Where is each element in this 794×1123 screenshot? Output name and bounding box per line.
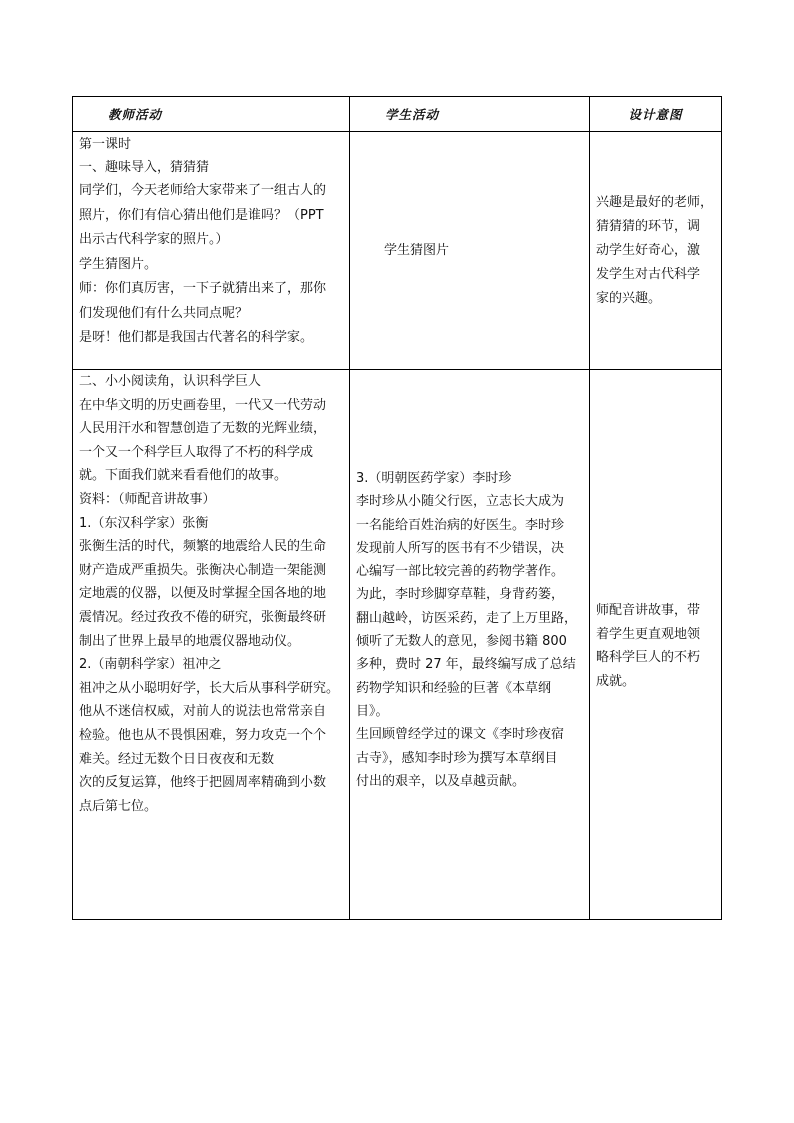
lesson-plan-table — [72, 96, 722, 920]
text-line: 点后第七位。 — [79, 798, 158, 814]
text-line: 翻山越岭，访医采药，走了上万里路， — [356, 610, 578, 626]
text-line: 们发现他们有什么共同点呢？ — [79, 305, 249, 321]
text-line: 目》。 — [356, 703, 389, 719]
text-line: 付出的艰辛，以及卓越贡献。 — [356, 773, 526, 789]
text-line: 3.（明朝医药学家）李时珍 — [356, 471, 512, 486]
row1-student-cell — [350, 132, 590, 370]
text-line: 2.（南朝科学家）祖冲之 — [79, 657, 222, 673]
table-row — [73, 132, 722, 370]
text-line: 生回顾曾经学过的课文《李时珍夜宿 — [356, 727, 565, 743]
header-student-activity: 学生活动 — [350, 97, 590, 132]
text-line: 发学生对古代科学 — [596, 266, 701, 282]
text-line: 祖冲之从小聪明好学，长大后从事科学研究。 — [79, 680, 340, 696]
text-line: 一、趣味导入，猜猜猜 — [79, 160, 210, 175]
text-line: 略科学巨人的不朽 — [596, 650, 701, 665]
text-line: 财产造成严重损失。张衡决心制造一架能测 — [79, 562, 327, 578]
text-line: 动学生好奇心，激 — [596, 242, 701, 258]
text-line: 1.（东汉科学家）张衡 — [79, 515, 209, 531]
header-design-intent: 设计意图 — [590, 97, 722, 132]
text-line: 资料：（师配音讲故事） — [79, 491, 216, 507]
text-line: 成就。 — [596, 673, 636, 689]
text-line: 制出了世界上最早的地震仪器地动仪。 — [79, 633, 301, 649]
text-line: 是呀！他们都是我国古代著名的科学家。 — [79, 330, 314, 345]
text-line: 为此，李时珍脚穿草鞋，身背药篓， — [356, 587, 565, 603]
text-line: 检验。他也从不畏惧困难，努力攻克一个个 — [79, 727, 327, 743]
row2-design-cell — [590, 370, 722, 920]
text-line: 在中华文明的历史画卷里，一代又一代劳动 — [79, 397, 327, 413]
text-line: 张衡生活的时代，频繁的地震给人民的生命 — [79, 539, 327, 555]
text-line: 着学生更直观地领 — [596, 626, 701, 642]
text-line: 定地震的仪器，以便及时掌握全国各地的地 — [79, 586, 327, 602]
text-line: 药物学知识和经验的巨著《本草纲 — [356, 680, 552, 696]
text-line: 他从不迷信权威，对前人的说法也常常亲自 — [79, 704, 327, 720]
row1-design-cell — [590, 132, 722, 370]
text-line: 李时珍从小随父行医，立志长大成为 — [356, 494, 565, 510]
text-line: 倾听了无数人的意见，参阅书籍 800 — [356, 634, 567, 650]
text-line: 一名能给百姓治病的好医生。李时珍 — [356, 517, 565, 533]
row2-teacher-cell — [73, 370, 350, 920]
text-line: 师：你们真厉害，一下子就猜出来了，那你 — [79, 281, 327, 296]
table-row — [73, 370, 722, 920]
text-line: 学生猜图片 — [384, 242, 450, 258]
text-line: 就。下面我们就来看看他们的故事。 — [79, 468, 288, 484]
text-line: 多种，费时 27 年，最终编写成了总结 — [356, 657, 576, 673]
text-line: 猜猜猜的环节，调 — [596, 218, 701, 234]
text-line: 学生猜图片。 — [79, 256, 158, 272]
text-line: 出示古代科学家的照片。） — [79, 232, 229, 247]
text-line: 难关。经过无数个日日夜夜和无数 — [79, 751, 275, 767]
text-line: 师配音讲故事，带 — [596, 603, 701, 618]
text-line: 家的兴趣。 — [596, 290, 662, 306]
text-line: 同学们，今天老师给大家带来了一组古人的 — [79, 183, 327, 198]
text-line: 兴趣是最好的老师， — [596, 194, 714, 210]
text-line: 二、小小阅读角，认识科学巨人 — [79, 374, 262, 389]
text-line: 第一课时 — [79, 137, 132, 152]
row2-student-cell — [350, 370, 590, 920]
text-line: 照片，你们有信心猜出他们是谁吗？（PPT — [79, 207, 324, 223]
header-teacher-activity: 教师活动 — [73, 97, 350, 132]
text-line: 人民用汗水和智慧创造了无数的光辉业绩， — [79, 421, 327, 437]
text-line: 震情况。经过孜孜不倦的研究，张衡最终研 — [79, 609, 327, 625]
text-line: 发现前人所写的医书有不少错误，决 — [356, 540, 565, 556]
text-line: 心编写一部比较完善的药物学著作。 — [356, 564, 565, 580]
text-line: 古寺》，感知李时珍为撰写本草纲目 — [356, 750, 558, 766]
text-line: 一个又一个科学巨人取得了不朽的科学成 — [79, 444, 314, 460]
header-row — [73, 97, 722, 132]
text-line: 次的反复运算，他终于把圆周率精确到小数 — [79, 775, 327, 791]
row1-teacher-cell — [73, 132, 350, 370]
